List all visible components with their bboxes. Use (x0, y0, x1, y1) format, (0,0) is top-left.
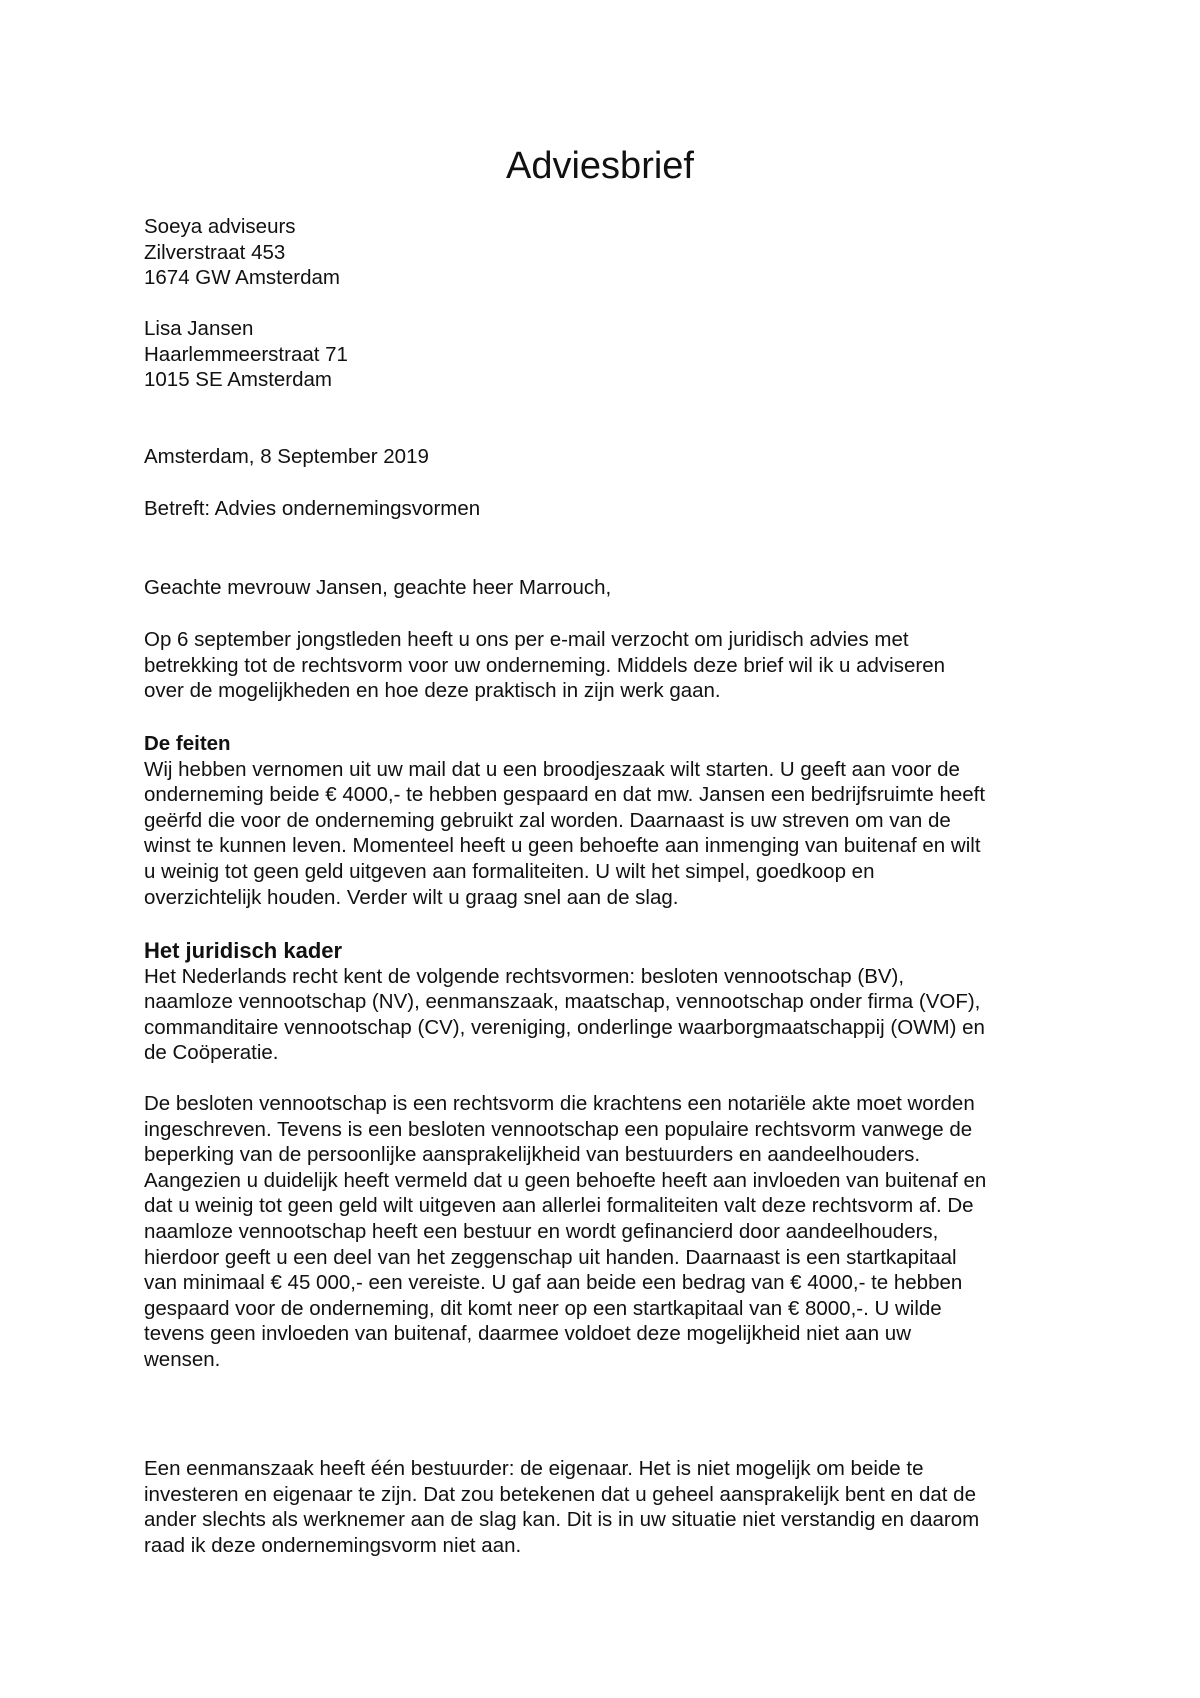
paragraph-line: ander slechts als werknemer aan de slag kan. Dit is in uw situatie niet verstandig en daarom (144, 1508, 980, 1532)
paragraph-line: ingeschreven. Tevens is een besloten vennootschap een populaire rechtsvorm vanwege de (144, 1117, 973, 1141)
paragraph-line: over de mogelijkheden en hoe deze praktisch in zijn werk gaan. (144, 679, 721, 703)
paragraph-line: Aangezien u duidelijk heeft vermeld dat u geen behoefte heeft aan invloeden van buitenaf en (144, 1168, 987, 1192)
document-title: Adviesbrief (506, 145, 694, 187)
paragraph-line: Wij hebben vernomen uit uw mail dat u een broodjeszaak wilt starten. U geeft aan voor de (144, 757, 960, 781)
paragraph-line: betrekking tot de rechtsvorm voor uw onderneming. Middels deze brief wil ik u adviseren (144, 653, 946, 677)
paragraph-line: De besloten vennootschap is een rechtsvorm die krachtens een notariële akte moet worden (144, 1092, 975, 1115)
paragraph-line: Het Nederlands recht kent de volgende rechtsvormen: besloten vennootschap (BV), (144, 964, 905, 988)
paragraph-line: overzichtelijk houden. Verder wilt u graag snel aan de slag. (144, 885, 679, 909)
letter-date (144, 444, 1064, 470)
paragraph-line: tevens geen invloeden van buitenaf, daarmee voldoet deze mogelijkheid niet aan uw (144, 1322, 911, 1346)
legal-heading: Het juridisch kader (144, 938, 343, 963)
paragraph-line: Op 6 september jongstleden heeft u ons per e-mail verzocht om juridisch advies met (144, 628, 909, 651)
paragraph-line: hierdoor geeft u een deel van het zeggenschap uit handen. Daarnaast is een startkapitaal (144, 1245, 957, 1269)
facts-heading: De feiten (144, 732, 231, 755)
letter-subject (144, 496, 1064, 522)
paragraph-line: winst te kunnen leven. Momenteel heeft u geen behoefte aan inmenging van buitenaf en wilt (144, 834, 981, 858)
recipient-address (144, 316, 1064, 393)
intro-paragraph (144, 627, 1064, 704)
paragraph-line: investeren en eigenaar te zijn. Dat zou betekenen dat u geheel aansprakelijk bent en dat de (144, 1482, 976, 1506)
paragraph-line: geërfd die voor de onderneming gebruikt zal worden. Daarnaast is uw streven om van de (144, 808, 951, 832)
facts-section (144, 731, 1064, 910)
paragraph-line: wensen. (144, 1347, 221, 1371)
paragraph-line: Een eenmanszaak heeft één bestuurder: de eigenaar. Het is niet mogelijk om beide te (144, 1457, 924, 1480)
paragraph-line: naamloze vennootschap heeft een bestuur en wordt gefinancierd door aandeelhouders, (144, 1219, 939, 1243)
recipient-name: Lisa Jansen (144, 317, 254, 340)
paragraph-line: naamloze vennootschap (NV), eenmanszaak, maatschap, vennootschap onder firma (VOF), (144, 990, 981, 1014)
recipient-street: Haarlemmeerstraat 71 (144, 342, 348, 366)
legal-section (144, 938, 1064, 1066)
date-text: Amsterdam, 8 September 2019 (144, 445, 429, 468)
paragraph-line: u weinig tot geen geld uitgeven aan formaliteiten. U wilt het simpel, goedkoop en (144, 859, 875, 883)
sender-street: Zilverstraat 453 (144, 240, 286, 264)
salutation-text: Geachte mevrouw Jansen, geachte heer Marrouch, (144, 576, 612, 599)
paragraph-line: de Coöperatie. (144, 1041, 279, 1065)
paragraph-line: raad ik deze ondernemingsvorm niet aan. (144, 1533, 522, 1557)
paragraph-line: onderneming beide € 4000,- te hebben gespaard en dat mw. Jansen een bedrijfsruimte heeft (144, 783, 986, 807)
recipient-city: 1015 SE Amsterdam (144, 368, 333, 392)
sender-city: 1674 GW Amsterdam (144, 266, 340, 290)
paragraph-line: gespaard voor de onderneming, dit komt neer op een startkapitaal van € 8000,-. U wilde (144, 1296, 942, 1320)
sender-name: Soeya adviseurs (144, 215, 296, 238)
sender-address (144, 214, 1064, 291)
paragraph-line: commanditaire vennootschap (CV), vereniging, onderlinge waarborgmaatschappij (OWM) en (144, 1015, 985, 1039)
salutation (144, 575, 1064, 601)
paragraph-line: dat u weinig tot geen geld wilt uitgeven aan allerlei formaliteiten valt deze rechtsvorm af. De (144, 1194, 974, 1218)
paragraph-line: beperking van de persoonlijke aansprakelijkheid van bestuurders en aandeelhouders. (144, 1143, 921, 1167)
eenmanszaak-paragraph (144, 1456, 1064, 1558)
bv-paragraph (144, 1091, 1064, 1373)
paragraph-line: van minimaal € 45 000,- een vereiste. U gaf aan beide een bedrag van € 4000,- te hebben (144, 1271, 963, 1295)
subject-text: Betreft: Advies ondernemingsvormen (144, 497, 481, 520)
